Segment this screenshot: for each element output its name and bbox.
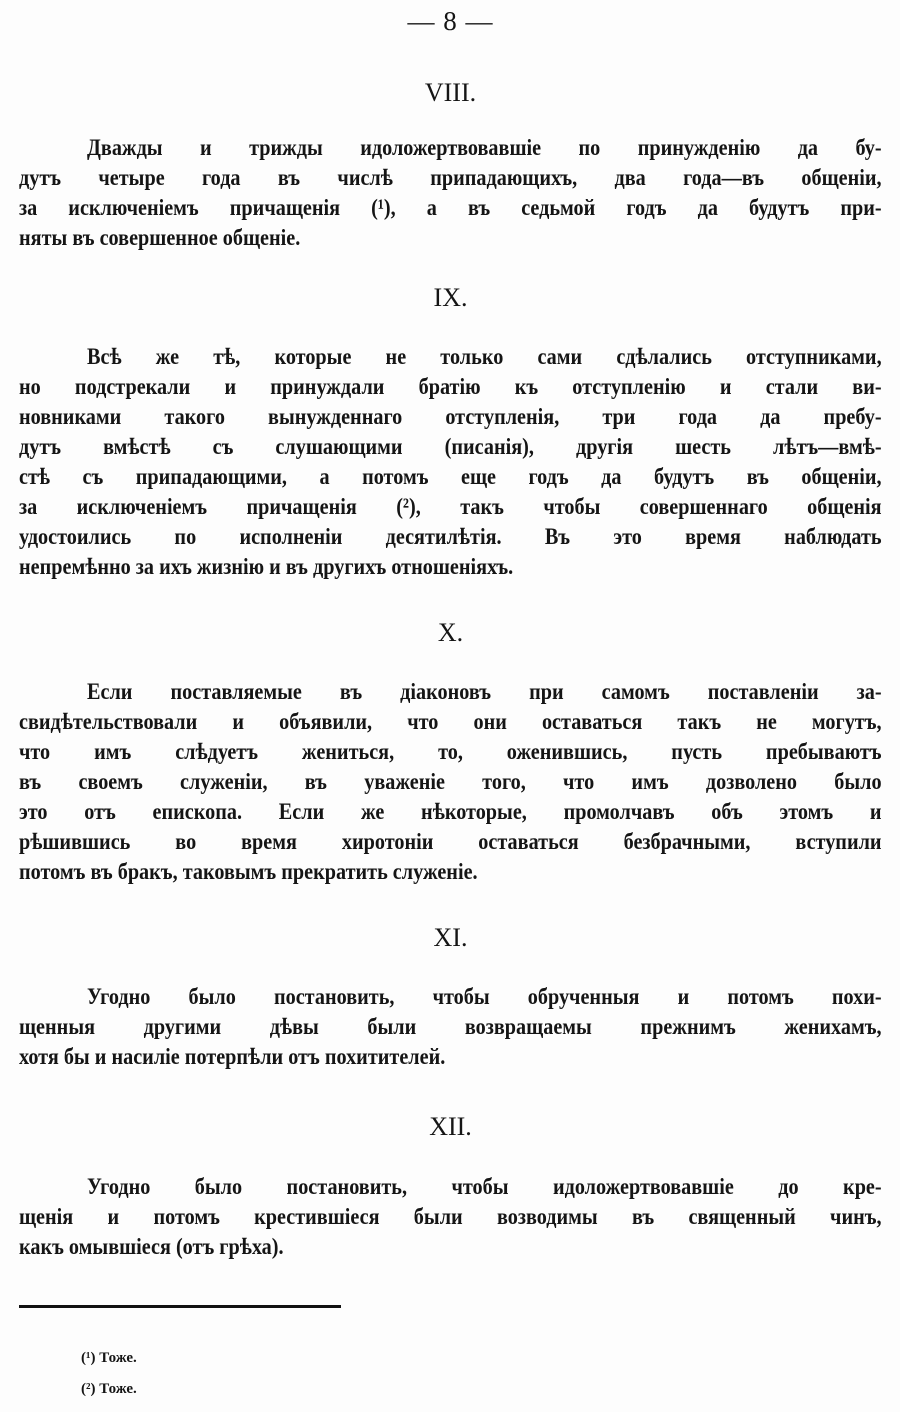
footnote-marker: (¹) xyxy=(81,1350,96,1366)
footnote-2 xyxy=(81,1381,137,1398)
text-line: что имъ слѣдуетъ жениться, то, оженившись, пусть пребываютъ xyxy=(19,739,882,765)
text-line: Угодно было постановить, чтобы идоложертвовавшіе до кре- xyxy=(87,1174,882,1200)
text-line: щенія и потомъ крестившіеся были возводимы въ священный чинъ, xyxy=(19,1204,882,1230)
page-number: — 8 — xyxy=(407,6,494,36)
section-heading-xi: XI. xyxy=(433,923,468,952)
footnote-separator xyxy=(19,1305,341,1308)
footnote-marker: (²) xyxy=(81,1381,96,1397)
text-line: няты въ совершенное общеніе. xyxy=(19,225,301,251)
text-line: Всѣ же тѣ, которые не только сами сдѣлались отступниками, xyxy=(87,344,882,370)
text-line: въ своемъ служеніи, въ уваженіе того, что имъ дозволено было xyxy=(19,769,882,795)
text-line: какъ омывшіеся (отъ грѣха). xyxy=(19,1234,284,1260)
footnote-text: Тоже. xyxy=(99,1350,137,1366)
text-line: удостоились по исполненіи десятилѣтія. Въ это время наблюдать xyxy=(19,524,882,550)
text-line: щенныя другими дѣвы были возвращаемы прежнимъ женихамъ, xyxy=(19,1014,882,1040)
section-paragraph-ix xyxy=(19,342,882,582)
text-line: новниками такого вынужденнаго отступленія, три года да пребу- xyxy=(19,404,882,430)
section-paragraph-viii xyxy=(19,133,882,253)
text-line: рѣшившись во время хиротоніи оставаться безбрачными, вступили xyxy=(19,829,882,855)
section-heading-viii: VIII. xyxy=(424,78,477,107)
text-line: за исключеніемъ причащенія (²), такъ чтобы совершеннаго общенія xyxy=(19,494,882,520)
section-heading-xii: XII. xyxy=(429,1112,472,1141)
text-line: но подстрекали и принуждали братію къ отступленію и стали ви- xyxy=(19,374,882,400)
text-line: Дважды и трижды идоложертвовавшіе по принужденію да бу- xyxy=(87,135,882,161)
section-heading-x: X. xyxy=(437,618,464,647)
text-line: Угодно было постановить, чтобы обрученныя и потомъ похи- xyxy=(87,984,882,1010)
text-line: хотя бы и насиліе потерпѣли отъ похитителей. xyxy=(19,1044,446,1070)
text-line: за исключеніемъ причащенія (¹), а въ седьмой годъ да будутъ при- xyxy=(19,195,882,221)
section-heading-ix: IX. xyxy=(433,283,468,312)
text-line: дутъ вмѣстѣ съ слушающими (писанія), другія шесть лѣтъ—вмѣ- xyxy=(19,434,882,460)
text-line: это отъ епископа. Если же нѣкоторые, промолчавъ объ этомъ и xyxy=(19,799,882,825)
footnote-1 xyxy=(81,1350,137,1367)
section-paragraph-xi xyxy=(19,982,882,1072)
text-line: дутъ четыре года въ числѣ припадающихъ, два года—въ общеніи, xyxy=(19,165,882,191)
text-line: непремѣнно за ихъ жизнію и въ другихъ отношеніяхъ. xyxy=(19,554,514,580)
section-paragraph-xii xyxy=(19,1172,882,1262)
text-line: Если поставляемые въ діаконовъ при самомъ поставленіи за- xyxy=(87,679,882,705)
section-paragraph-x xyxy=(19,677,882,887)
footnote-text: Тоже. xyxy=(99,1381,137,1397)
text-line: стѣ съ припадающими, а потомъ еще годъ да будутъ въ общеніи, xyxy=(19,464,882,490)
text-line: свидѣтельствовали и объявили, что они оставаться такъ не могутъ, xyxy=(19,709,882,735)
text-line: потомъ въ бракъ, таковымъ прекратить служеніе. xyxy=(19,859,478,885)
